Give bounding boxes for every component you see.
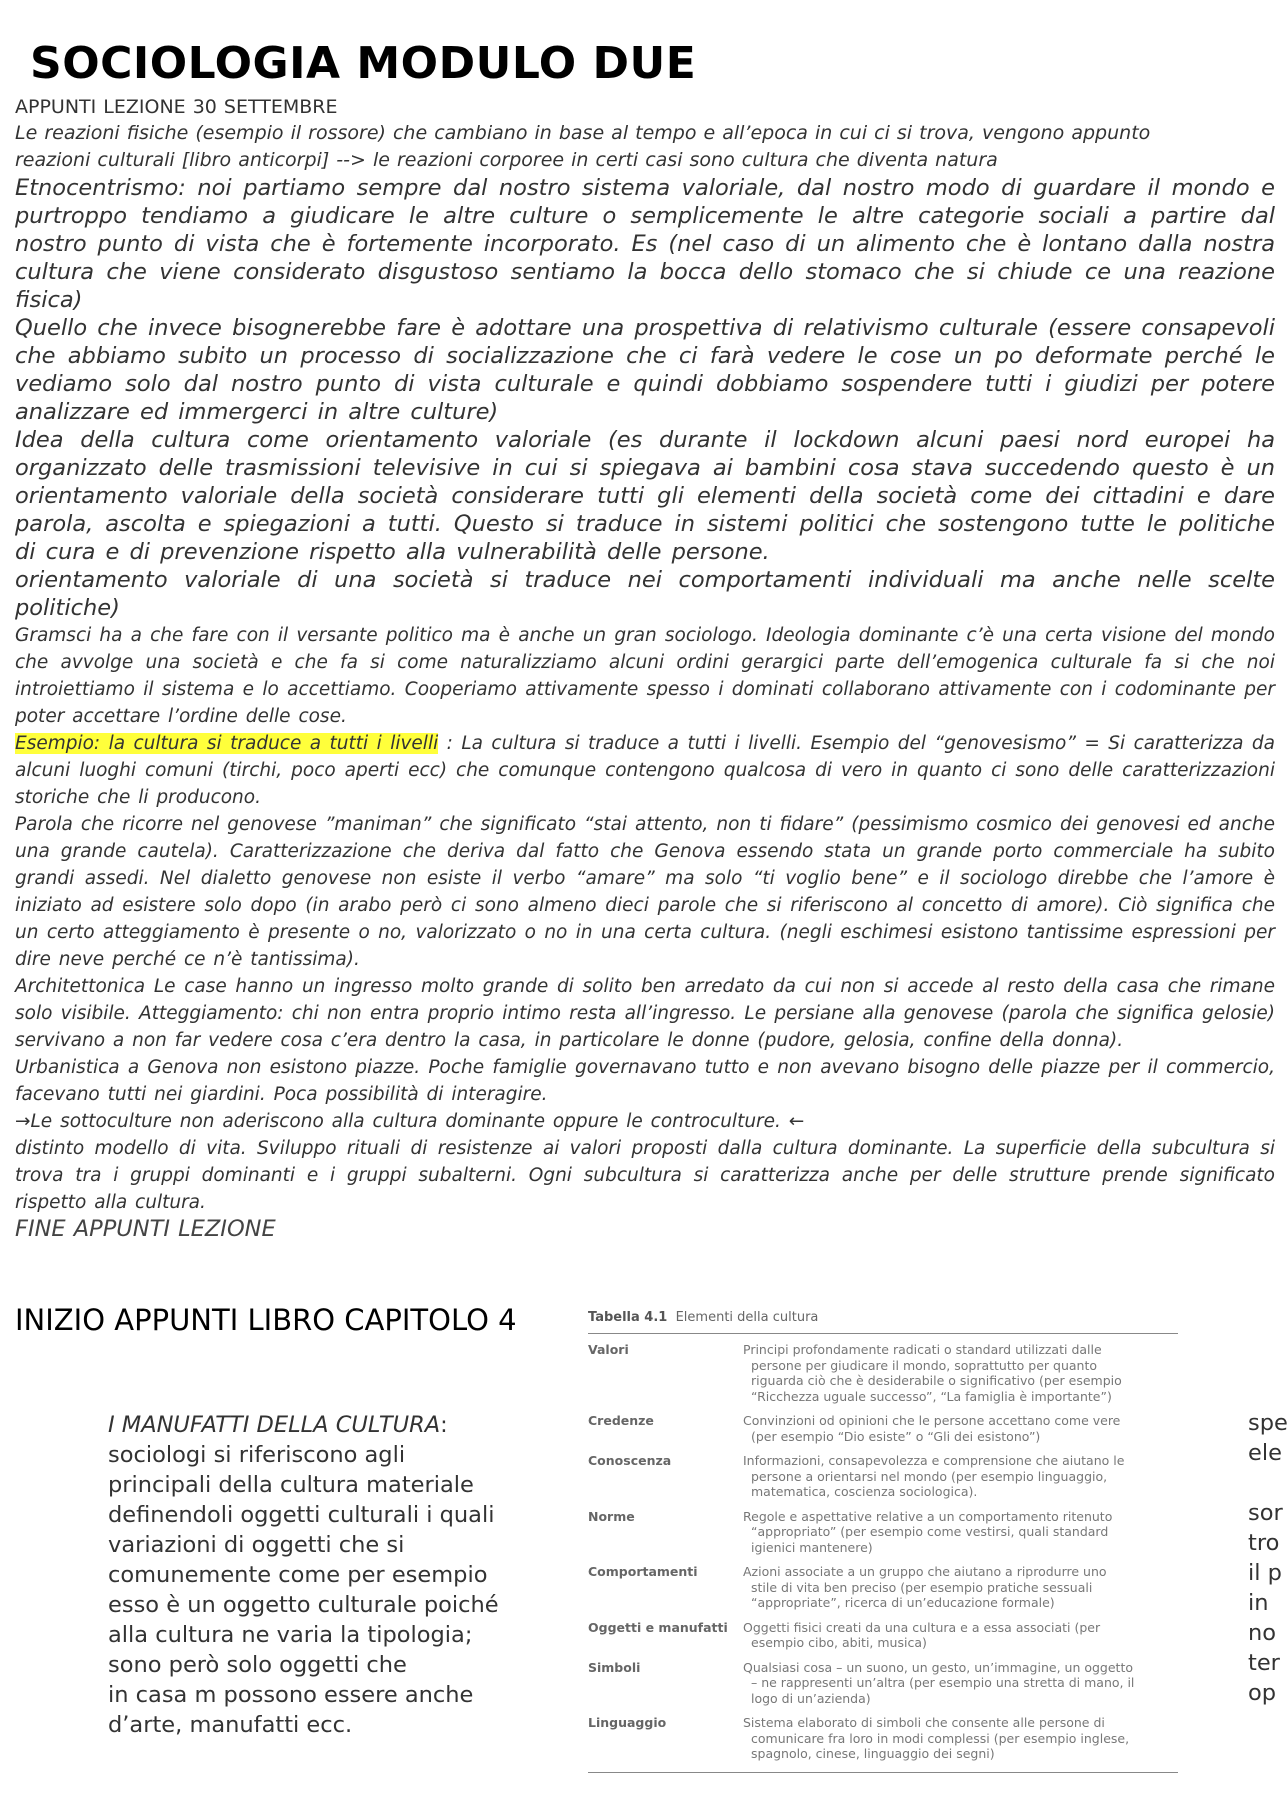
table-row (588, 1651, 1178, 1707)
table-caption (588, 1310, 1178, 1325)
table-row-key: Linguaggio (588, 1715, 667, 1730)
paragraph-reazioni-2: reazioni culturali [libro anticorpi] --> le reazioni corporee in certi casi sono cultura che diventa natura (15, 149, 998, 171)
table-caption-number: Tabella 4.1 (588, 1310, 668, 1325)
table-row-value-line: igienici mantenere) (751, 1539, 873, 1555)
paragraph-gramsci (15, 622, 1275, 730)
lecture-subheading: APPUNTI LEZIONE 30 SETTEMBRE (15, 96, 338, 118)
paragraph-sottoculture: →Le sottoculture non aderiscono alla cultura dominante oppure le controculture. ← (15, 1111, 805, 1132)
manufatti-column (108, 1410, 528, 1740)
table-row-value (743, 1509, 1178, 1556)
manufatti-heading: I MANUFATTI DELLA CULTURA (108, 1412, 441, 1438)
manufatti-line: sono però solo oggetti che (108, 1652, 407, 1678)
lecture-notes (15, 94, 1275, 1242)
table-row-value-line: riguarda ciò che è desiderabile o significativo (per esempio (751, 1373, 1122, 1388)
manufatti-line: comunemente come per esempio (108, 1562, 488, 1588)
paragraph-reazioni-1: Le reazioni fisiche (esempio il rossore) che cambiano in base al tempo e all’epoca in cui ci si trova, vengono appunto (15, 122, 1151, 144)
manufatti-line: esso è un oggetto culturale poiché (108, 1592, 499, 1618)
esempio-text: : La cultura si traduce a tutti i livelli. Esempio del “genovesismo” = Si caratterizza da alcuni luoghi comuni (tirchi, poco aperti ecc) che comunque contengono qualcosa di vero in quanto ci sono delle caratterizzazioni storiche che li producono. (15, 733, 1275, 808)
manufatti-line: alla cultura ne varia la tipologia; (108, 1622, 473, 1648)
paragraph-urbanistica: Urbanistica a Genova non esistono piazze. Poche famiglie governavano tutto e non avevano bisogno delle piazze per il commercio, facevano tutti nei giardini. Poca possibilità di interagire. (15, 1057, 1275, 1105)
table-row-value-line: spagnolo, cinese, linguaggio dei segni) (751, 1746, 995, 1761)
table-row-value-line: “Ricchezza uguale successo”, “La famiglia è importante”) (751, 1388, 1112, 1404)
table-row-value-line: matematica, coscienza sociologica). (751, 1484, 978, 1499)
side-fragment: ele (1248, 1440, 1282, 1466)
table-row-value-line: stile di vita ben preciso (per esempio pratiche sessuali (751, 1579, 1093, 1595)
table-row (588, 1404, 1178, 1444)
side-fragment: sor (1248, 1500, 1283, 1526)
side-fragment: no (1248, 1620, 1277, 1646)
table-body (588, 1334, 1178, 1762)
table-row-key: Oggetti e manufatti (588, 1619, 728, 1635)
table-row-key: Simboli (588, 1659, 641, 1675)
side-fragment: spe (1248, 1410, 1288, 1436)
table-row-value-line: Azioni associate a un gruppo che aiutano a riprodurre uno (743, 1564, 1107, 1579)
table-row (588, 1500, 1178, 1556)
paragraph-relativismo: Quello che invece bisognerebbe fare è adottare una prospettiva di relativismo culturale (essere consapevoli che abbiamo subito un processo di socializzazione che ci farà vedere le cose un po deformate perché le vediamo solo dal nostro punto di vista culturale e quindi dobbiamo sospendere tutti i giudizi per potere analizzare ed immergerci in altre culture) (15, 315, 1275, 425)
table-row-key: Conoscenza (588, 1453, 672, 1468)
book-section-title: INIZIO APPUNTI LIBRO CAPITOLO 4 (15, 1303, 517, 1337)
table-row-value (743, 1453, 1178, 1500)
paragraph-architettonica: Architettonica Le case hanno un ingresso molto grande di solito ben arredato da cui non si accede al resto della casa che rimane solo visibile. Atteggiamento: chi non entra proprio intimo resta all’ingresso. Le persiane alla genovese (parola che significa gelosie) servivano a non far vedere cosa c’era dentro la casa, in particolare le donne (pudore, gelosia, confine della donna). (15, 976, 1275, 1051)
side-fragment: ter (1248, 1650, 1280, 1676)
manufatti-line: variazioni di oggetti che si (108, 1532, 405, 1558)
table-row-value-line: (per esempio “Dio esiste” o “Gli dei esistono”) (751, 1428, 1041, 1444)
table-row-value-line: esempio cibo, abiti, musica) (751, 1635, 927, 1650)
paragraph-etnocentrismo: Etnocentrismo: noi partiamo sempre dal nostro sistema valoriale, dal nostro modo di guardare il mondo e purtroppo tendiamo a giudicare le altre culture o semplicemente le altre categorie sociali a partire dal nostro punto di vista che è fortemente incorporato. Es (nel caso di un alimento che è lontano dalla nostra cultura che viene considerato disgustoso sentiamo la bocca dello stomaco che si chiude ce una reazione fisica) (15, 175, 1275, 313)
paragraph-subcultura: distinto modello di vita. Sviluppo rituali di resistenze ai valori proposti dalla cultura dominante. La superficie della subcultura si trova tra i gruppi dominanti e i gruppi subalterni. Ogni subcultura si caratterizza anche per delle strutture prende significato rispetto alla cultura. (15, 1138, 1275, 1213)
paragraph-esempio (15, 730, 1275, 811)
table-row-value-line: “appropriato” (per esempio come vestirsi, quali standard (751, 1524, 1109, 1539)
fine-appunti: FINE APPUNTI LEZIONE (15, 1216, 276, 1242)
culture-elements-table (588, 1310, 1178, 1773)
table-row (588, 1444, 1178, 1500)
paragraph-orientamento-politico: orientamento valoriale di una società si traduce nei comportamenti individuali ma anche nelle scelte politiche) (15, 567, 1275, 621)
table-row-value (743, 1342, 1178, 1404)
table-row (588, 1706, 1178, 1762)
manufatti-line: sociologi si riferiscono agli (108, 1442, 406, 1468)
table-row (588, 1611, 1178, 1651)
table-row-value-line: Principi profondamente radicati o standard utilizzati dalle (743, 1342, 1102, 1357)
table-row-value-line: persone per giudicare il mondo, soprattutto per quanto (751, 1357, 1098, 1373)
side-fragment: in (1248, 1590, 1269, 1616)
table-row-key: Valori (588, 1342, 629, 1357)
table-bottom-rule (588, 1772, 1178, 1773)
manufatti-line: principali della cultura materiale (108, 1472, 474, 1498)
table-row-value-line: logo di un’azienda) (751, 1690, 871, 1706)
table-row-value-line: Informazioni, consapevolezza e comprensione che aiutano le (743, 1453, 1125, 1468)
table-row-value-line: comunicare fra loro in modi complessi (per esempio inglese, (751, 1730, 1130, 1746)
manufatti-line: d’arte, manufatti ecc. (108, 1712, 353, 1738)
manufatti-heading-line (108, 1410, 528, 1440)
table-row-value-line: Oggetti fisici creati da una cultura e a essa associati (per (743, 1619, 1101, 1635)
table-row-value-line: Qualsiasi cosa – un suono, un gesto, un’immagine, un oggetto (743, 1659, 1134, 1675)
table-row (588, 1334, 1178, 1404)
side-fragment: il p (1248, 1560, 1282, 1586)
table-row-value (743, 1413, 1178, 1444)
page-title: SOCIOLOGIA MODULO DUE (30, 38, 697, 89)
table-caption-title: Elementi della cultura (675, 1310, 819, 1325)
side-fragment: op (1248, 1680, 1277, 1706)
table-row-value-line: Regole e aspettative relative a un comportamento ritenuto (743, 1508, 1113, 1524)
manufatti-colon: : (440, 1412, 448, 1438)
table-row-value (743, 1564, 1178, 1611)
paragraph-maniman: Parola che ricorre nel genovese ”maniman” che significato “stai attento, non ti fidare” (pessimismo cosmico dei genovesi ed anche una grande cautela). Caratterizzazione che deriva dal fatto che Genova essendo stata un grande porto commerciale ha subito grandi assedi. Nel dialetto genovese non esiste il verbo “amare” ma solo “ti voglio bene” e il sociologo direbbe che l’amore è iniziato ad esistere solo dopo (in arabo però ci sono almeno dieci parole che si riferiscono al concetto di amore). Ciò significa che un certo atteggiamento è presente o no, valorizzato o no in una certa cultura. (negli eschimesi esistono tantissime espressioni per dire neve perché ce n’è tantissima). (15, 814, 1275, 970)
table-row-value-line: Convinzioni od opinioni che le persone accettano come vere (743, 1413, 1121, 1428)
table-row-value (743, 1660, 1178, 1707)
manufatti-line: definendoli oggetti culturali i quali (108, 1502, 495, 1528)
table-row (588, 1555, 1178, 1611)
table-row-value-line: persone a orientarsi nel mondo (per esempio linguaggio, (751, 1468, 1108, 1484)
table-row-value-line: “appropriate”, ricerca di un’educazione formale) (751, 1595, 1055, 1610)
table-row-value (743, 1620, 1178, 1651)
table-row-value (743, 1715, 1178, 1762)
table-row-key: Credenze (588, 1413, 654, 1428)
table-row-key: Comportamenti (588, 1564, 698, 1579)
table-row-value-line: – ne rappresenti un’altra (per esempio una stretta di mano, il (751, 1675, 1135, 1690)
manufatti-line: in casa m possono essere anche (108, 1682, 474, 1708)
side-fragment: tro (1248, 1530, 1280, 1556)
table-row-value-line: Sistema elaborato di simboli che consente alle persone di (743, 1715, 1105, 1730)
gramsci-text: Gramsci ha a che fare con il versante politico ma è anche un gran sociologo. Ideologia dominante c’è una certa visione del mondo che avvolge una società e che fa si come naturalizziamo alcuni ordini gerargici parte dell’emogenica culturale fa si che noi introiettiamo il sistema e lo accettiamo. Cooperiamo attivamente spesso i dominati collaborano attivamente con i codominante per poter accettare l’ordine delle cose. (15, 625, 1275, 727)
paragraph-orientamento: Idea della cultura come orientamento valoriale (es durante il lockdown alcuni paesi nord europei ha organizzato delle trasmissioni televisive in cui si spiegava ai bambini cosa stava succedendo questo è un orientamento valoriale della società considerare tutti gli elementi della società come dei cittadini e dare parola, ascolta e spiegazioni a tutti. Questo si traduce in sistemi politici che sostengono tutte le politiche di cura e di prevenzione rispetto alla vulnerabilità delle persone. (15, 427, 1275, 565)
table-row-key: Norme (588, 1508, 635, 1524)
highlighted-text: Esempio: la cultura si traduce a tutti i livelli (15, 733, 439, 754)
